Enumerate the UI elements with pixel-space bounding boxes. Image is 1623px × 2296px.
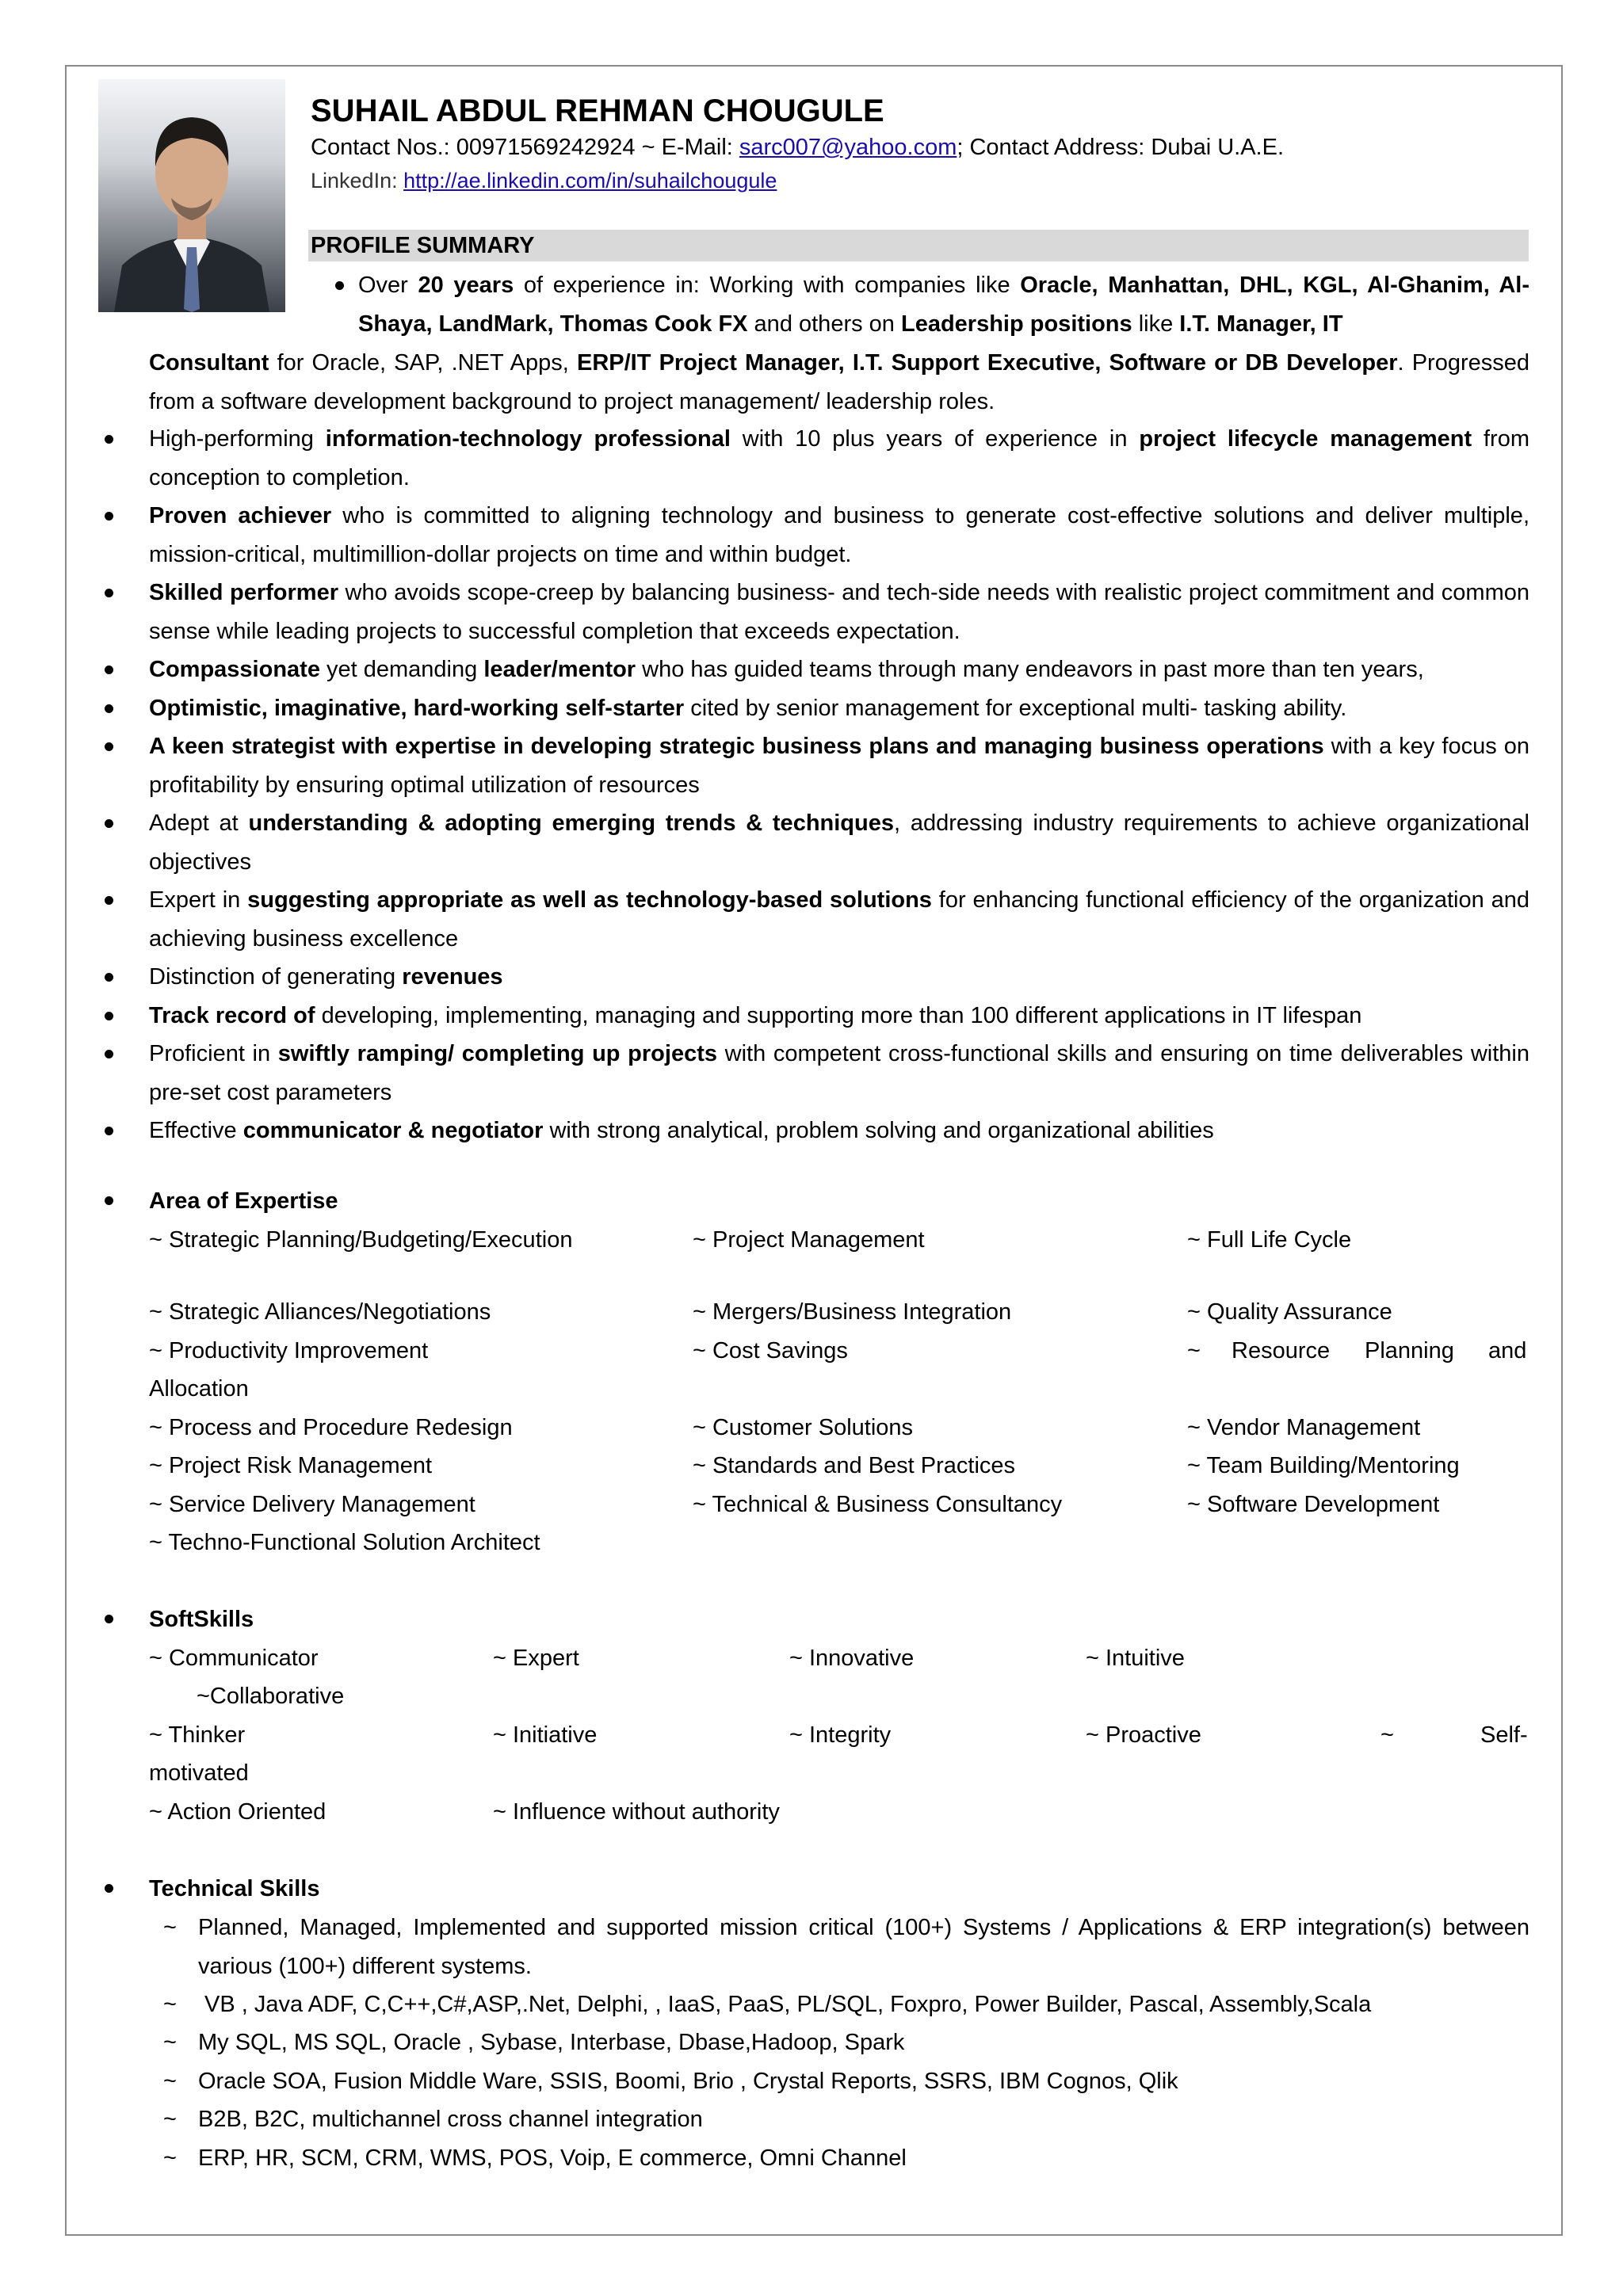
expertise-item: ~ Customer Solutions bbox=[693, 1415, 914, 1440]
contact-suffix: ; Contact Address: Dubai U.A.E. bbox=[957, 135, 1285, 160]
softskill-item: ~ Innovative bbox=[789, 1646, 915, 1671]
expertise-item: ~ Quality Assurance bbox=[1187, 1299, 1392, 1325]
contact-line bbox=[311, 132, 1284, 162]
expertise-item: ~ Techno-Functional Solution Architect bbox=[149, 1530, 540, 1555]
profile-bullet: Compassionate yet demanding leader/mentor who has guided teams through many endeavors in past more than ten years, bbox=[149, 650, 1529, 689]
expertise-item: ~ Strategic Planning/Budgeting/Execution bbox=[149, 1227, 573, 1253]
softskill-item: ~ Action Oriented bbox=[149, 1799, 327, 1825]
technical-heading: Technical Skills bbox=[149, 1876, 320, 1901]
candidate-name: SUHAIL ABDUL REHMAN CHOUGULE bbox=[311, 93, 884, 128]
profile-bullet: Expert in suggesting appropriate as well as technology-based solutions for enhancing functional efficiency of the organization and achieving business excellence bbox=[149, 881, 1529, 958]
bullet-icon bbox=[105, 1050, 113, 1058]
softskill-item: ~ Intuitive bbox=[1086, 1646, 1185, 1671]
bullet-icon bbox=[335, 281, 344, 290]
profile-photo bbox=[98, 79, 285, 312]
profile-bullet: Proven achiever who is committed to aligning technology and business to generate cost-effective solutions and deliver multiple, mission-critical, multimillion-dollar projects on time and within budget. bbox=[149, 497, 1529, 574]
softskill-item: ~ Influence without authority bbox=[493, 1799, 780, 1825]
technical-item: ~ ERP, HR, SCM, CRM, WMS, POS, Voip, E commerce, Omni Channel bbox=[198, 2139, 1529, 2178]
bullet-icon bbox=[105, 896, 113, 905]
expertise-item: ~ Project Management bbox=[693, 1227, 925, 1253]
profile-bullet: Skilled performer who avoids scope-creep by balancing business- and tech-side needs with realistic project commitment and common sense while leading projects to successful completion that exceeds expectation. bbox=[149, 574, 1529, 650]
profile-bullet: Proficient in swiftly ramping/ completing up projects with competent cross-functional skills and ensuring on time deliverables within pre-set cost parameters bbox=[149, 1035, 1529, 1112]
expertise-item: ~ Technical & Business Consultancy bbox=[693, 1492, 1063, 1517]
softskill-item: ~ Proactive bbox=[1086, 1722, 1201, 1748]
softskill-item: ~ Thinker bbox=[149, 1722, 246, 1748]
technical-item: ~ B2B, B2C, multichannel cross channel integration bbox=[198, 2100, 1529, 2139]
linkedin-line bbox=[311, 167, 777, 194]
tilde-bullet: ~ bbox=[163, 2145, 177, 2171]
softskill-item: ~ Integrity bbox=[789, 1722, 892, 1748]
bullet-icon bbox=[105, 512, 113, 521]
bullet-icon bbox=[105, 1884, 113, 1893]
expertise-item: ~ Mergers/Business Integration bbox=[693, 1299, 1012, 1325]
bullet-icon bbox=[105, 589, 113, 597]
expertise-item: ~ Service Delivery Management bbox=[149, 1492, 475, 1517]
expertise-item: ~ Vendor Management bbox=[1187, 1415, 1421, 1440]
contact-prefix: Contact Nos.: 00971569242924 ~ E-Mail: bbox=[311, 135, 739, 160]
softskill-item: ~ Communicator bbox=[149, 1646, 319, 1671]
technical-item: ~ My SQL, MS SQL, Oracle , Sybase, Interbase, Dbase,Hadoop, Spark bbox=[198, 2023, 1529, 2062]
profile-bullet: Distinction of generating revenues bbox=[149, 958, 1529, 997]
tilde-bullet: ~ bbox=[163, 2030, 177, 2055]
bullet-icon bbox=[105, 435, 113, 444]
email-link[interactable]: sarc007@yahoo.com bbox=[739, 135, 957, 160]
bullet-icon bbox=[105, 1012, 113, 1020]
expertise-item: and bbox=[1488, 1338, 1527, 1363]
expertise-item: ~ Full Life Cycle bbox=[1187, 1227, 1352, 1253]
tilde-bullet: ~ bbox=[163, 1915, 177, 1940]
bullet-icon bbox=[105, 973, 113, 982]
expertise-heading: Area of Expertise bbox=[149, 1188, 338, 1214]
linkedin-link[interactable]: http://ae.linkedin.com/in/suhailchougule bbox=[403, 169, 777, 193]
tilde-bullet: ~ bbox=[163, 2107, 177, 2132]
tilde-bullet: ~ bbox=[163, 2069, 177, 2094]
softskill-item: ~ bbox=[1381, 1722, 1394, 1748]
expertise-item: ~ Software Development bbox=[1187, 1492, 1440, 1517]
softskill-item: Self- bbox=[1480, 1722, 1528, 1748]
softskill-item: ~Collaborative bbox=[197, 1684, 345, 1709]
bullet-icon bbox=[105, 1127, 113, 1135]
expertise-item: ~ Productivity Improvement bbox=[149, 1338, 429, 1363]
technical-item: ~ Planned, Managed, Implemented and supported mission critical (100+) Systems / Applications & ERP integration(s) between various (100+) different systems. bbox=[198, 1909, 1529, 1985]
bullet-icon bbox=[105, 704, 113, 713]
softskill-item: ~ Initiative bbox=[493, 1722, 598, 1748]
bullet-icon bbox=[105, 1615, 113, 1623]
expertise-item: Resource bbox=[1232, 1338, 1331, 1363]
profile-bullet: A keen strategist with expertise in developing strategic business plans and managing business operations with a key focus on profitability by ensuring optimal utilization of resources bbox=[149, 727, 1529, 804]
profile-summary-heading: PROFILE SUMMARY bbox=[308, 230, 1529, 261]
expertise-item: ~ Strategic Alliances/Negotiations bbox=[149, 1299, 491, 1325]
expertise-item: Planning bbox=[1365, 1338, 1454, 1363]
profile-bullet: Track record of developing, implementing, managing and supporting more than 100 different applications in IT lifespan bbox=[149, 997, 1529, 1035]
profile-bullet: Adept at understanding & adopting emerging trends & techniques, addressing industry requirements to achieve organizational objectives bbox=[149, 804, 1529, 881]
expertise-item: ~ bbox=[1187, 1338, 1201, 1363]
bullet-icon bbox=[105, 742, 113, 751]
expertise-item: ~ Cost Savings bbox=[693, 1338, 848, 1363]
profile-bullet-list bbox=[149, 420, 1529, 1150]
bullet-icon bbox=[105, 666, 113, 674]
expertise-item: ~ Team Building/Mentoring bbox=[1187, 1453, 1460, 1478]
technical-item: ~ Oracle SOA, Fusion Middle Ware, SSIS, Boomi, Brio , Crystal Reports, SSRS, IBM Cognos, Qlik bbox=[198, 2062, 1529, 2101]
softskills-heading: SoftSkills bbox=[149, 1607, 254, 1632]
technical-item: ~ VB , Java ADF, C,C++,C#,ASP,.Net, Delphi, , IaaS, PaaS, PL/SQL, Foxpro, Power Builder, Pascal, Assembly,Scala bbox=[198, 1985, 1529, 2024]
softskill-item: ~ Expert bbox=[493, 1646, 579, 1671]
profile-bullet: Effective communicator & negotiator with strong analytical, problem solving and organizational abilities bbox=[149, 1112, 1529, 1150]
expertise-item: ~ Project Risk Management bbox=[149, 1453, 433, 1478]
expertise-item: ~ Standards and Best Practices bbox=[693, 1453, 1016, 1478]
profile-first-bullet: Over 20 years of experience in: Working with companies like Oracle, Manhattan, DHL, KGL, Al-Ghanim, Al-Shaya, LandMark, Thomas Cook FX and others on Leadership positions like I.T. Manager, IT bbox=[358, 273, 1529, 337]
profile-bullet: High-performing information-technology professional with 10 plus years of experience in project lifecycle management from conception to completion. bbox=[149, 420, 1529, 497]
bullet-icon bbox=[105, 819, 113, 828]
softskill-item: motivated bbox=[149, 1760, 249, 1786]
profile-bullet: Optimistic, imaginative, hard-working self-starter cited by senior management for exceptional multi- tasking ability. bbox=[149, 689, 1529, 728]
tilde-bullet: ~ bbox=[163, 1992, 177, 2017]
expertise-item: Allocation bbox=[149, 1376, 249, 1402]
expertise-item: ~ Process and Procedure Redesign bbox=[149, 1415, 513, 1440]
bullet-icon bbox=[105, 1196, 113, 1205]
profile-first-bullet-continued: Consultant for Oracle, SAP, .NET Apps, ERP/IT Project Manager, I.T. Support Executive, Software or DB Developer. Progressed from a software development background to project management/ leadership roles. bbox=[149, 350, 1530, 414]
linkedin-label: LinkedIn: bbox=[311, 169, 404, 193]
